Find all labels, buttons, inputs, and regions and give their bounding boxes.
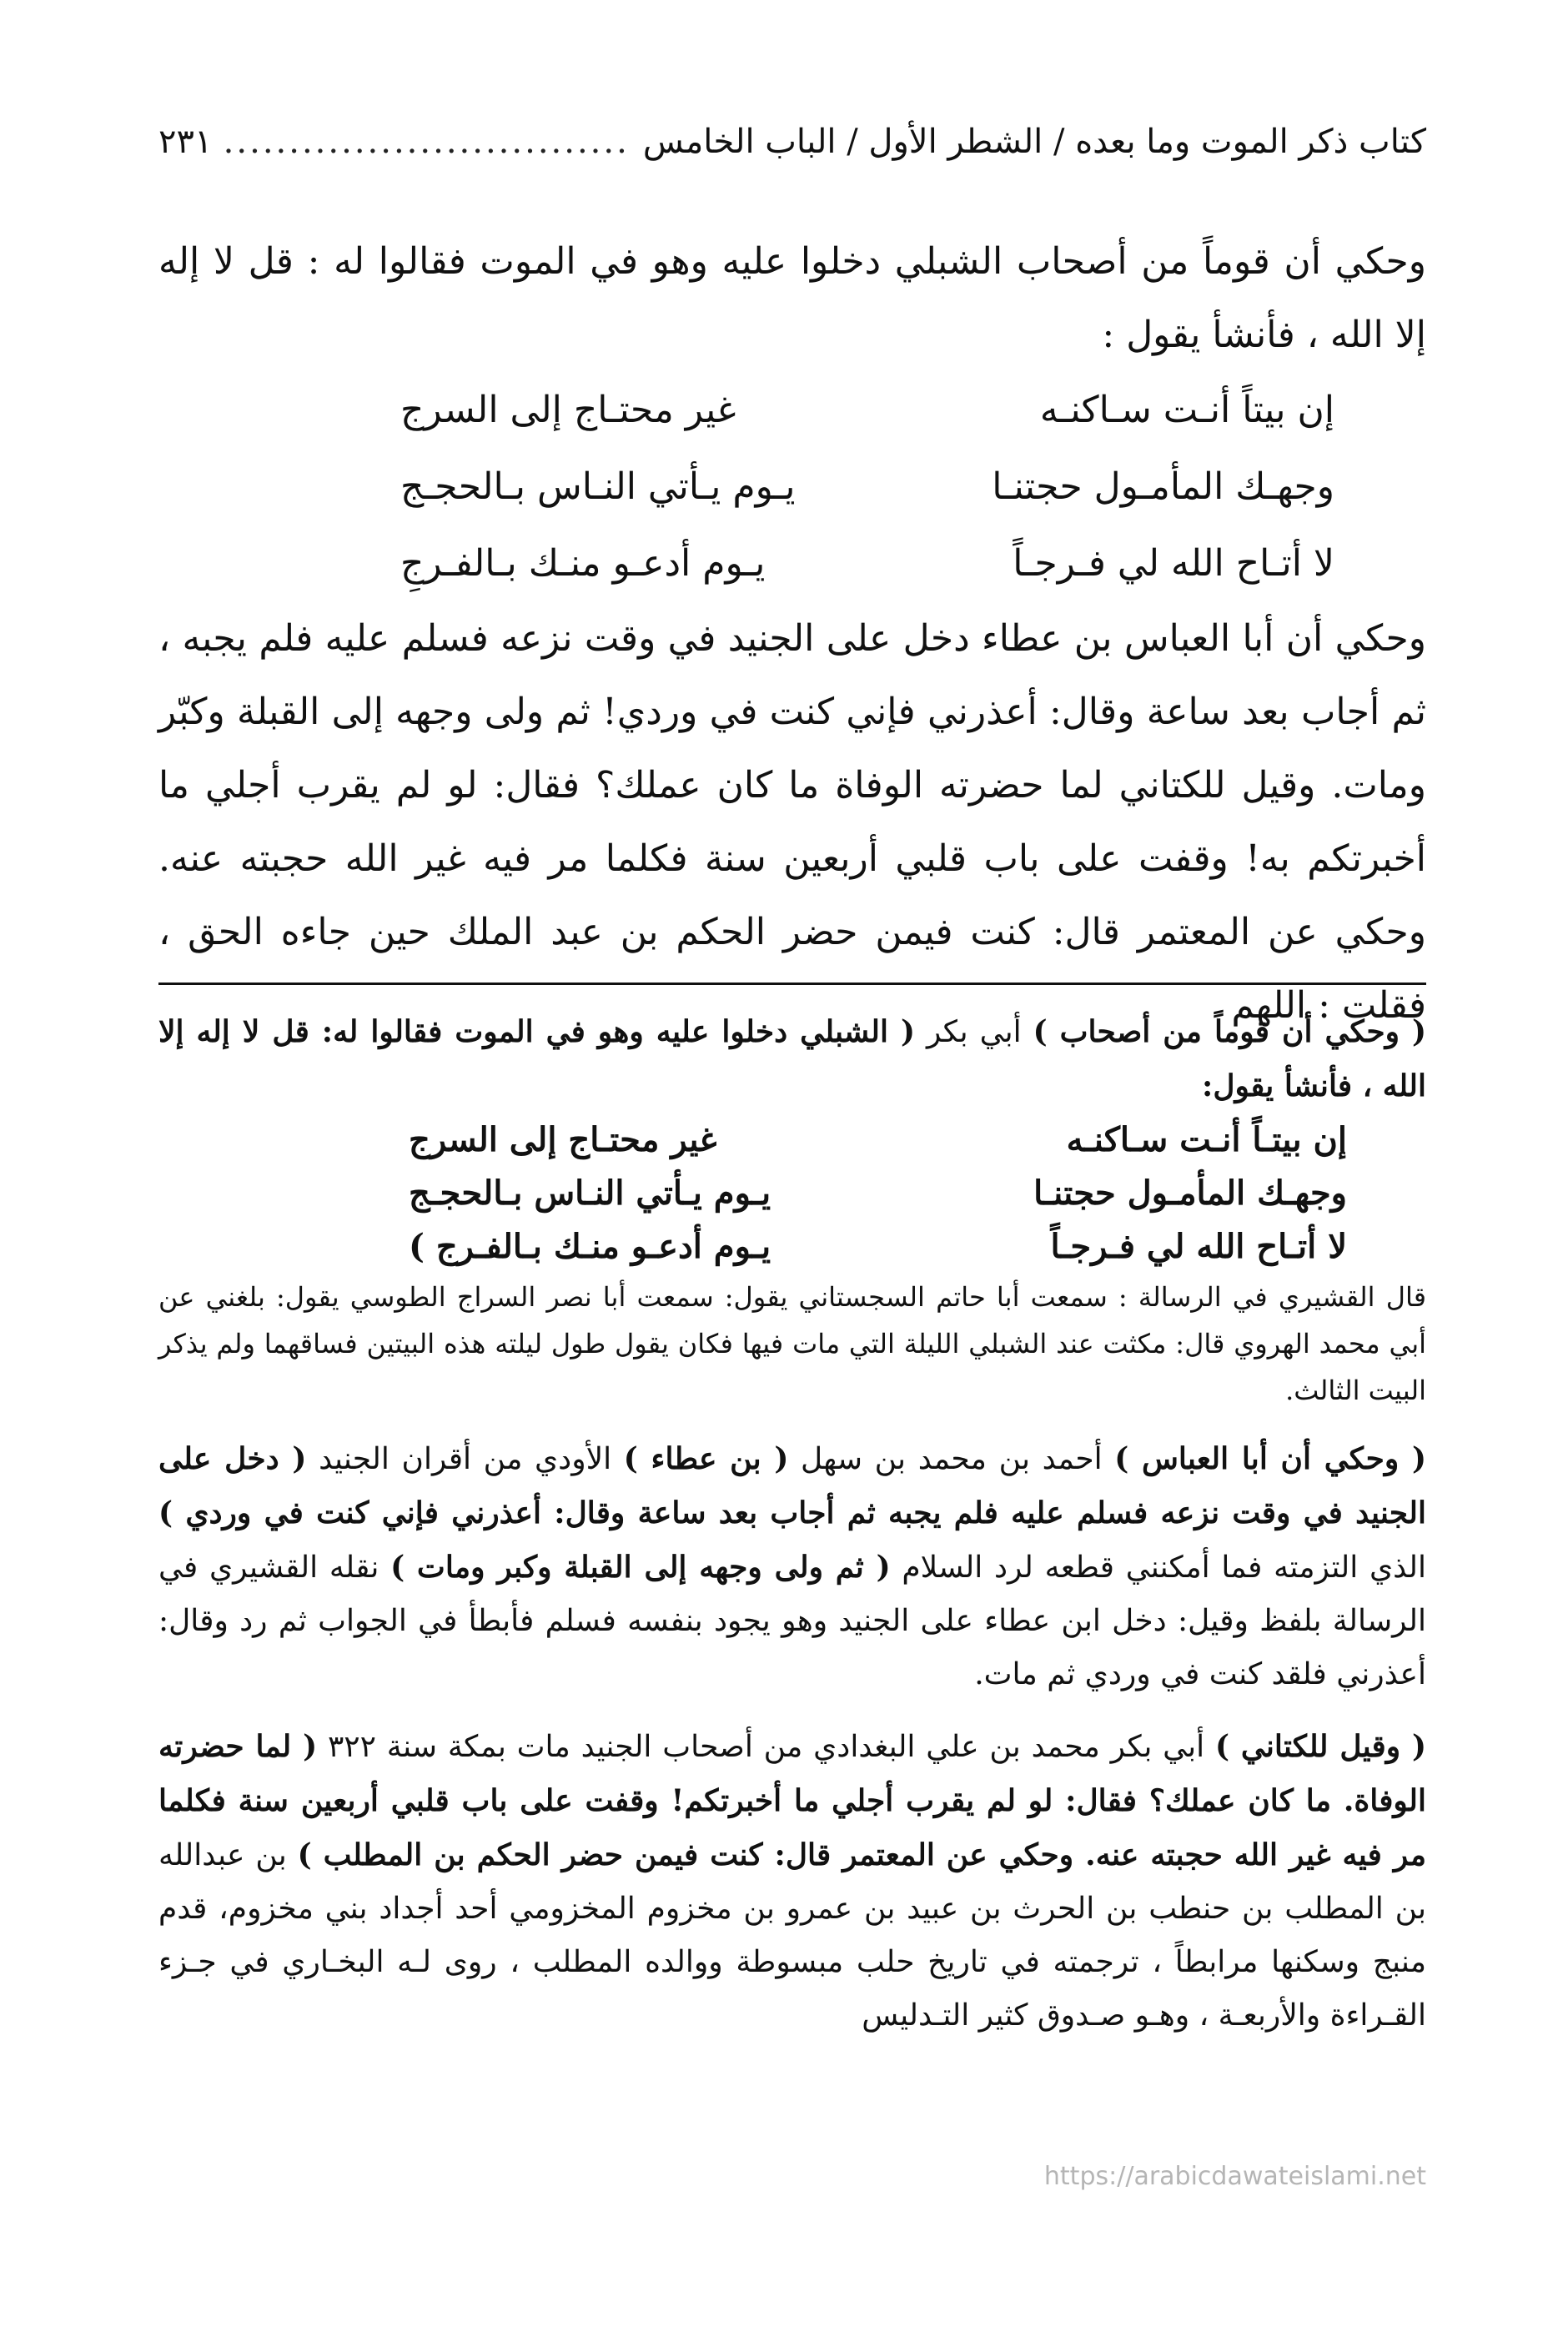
quoted-text: ( لما حضرته الوفاة. ما كان عملك؟ فقال: لو لم يقرب أجلي ما أخبرتكم! وقفت على باب قلبي أربعين سنة فكلما مر فيه غير الله حجبته عنه. وحكي عن المعتمر قال: كنت فيمن حضر الحكم بن المطلب ) (158, 1729, 1427, 1872)
commentary-paragraph-1 (158, 1005, 1426, 1113)
commentary-text: أبي بكر محمد بن علي البغدادي من أصحاب الجنيد مات بمكة سنة ٣٢٢ (317, 1730, 1215, 1764)
quoted-text: ( الشبلي دخلوا عليه وهو في الموت فقالوا له: قل لا إله إلا الله ، فأنشأ يقول: (158, 1014, 1426, 1103)
verse-3-second-hemistich: يـوم أدعـو منـك بـالفـرجِ (400, 542, 766, 585)
verse-2-first-hemistich: وجهـك المأمـول حجتنـا (992, 465, 1334, 508)
commentary-paragraph-2 (158, 1432, 1426, 1701)
poem-line-1 (400, 372, 1334, 449)
commentary-text: أبي بكر (915, 1015, 1033, 1049)
quoted-text: ( وقيل للكتاني ) (1214, 1729, 1426, 1764)
commentary-paragraph-3 (158, 1720, 1426, 2043)
verse-1-first-hemistich: إن بيتـاً أنـت سـاكنـه (1066, 1120, 1347, 1159)
leader-dots (225, 117, 629, 167)
verse-1-second-hemistich: غير محتـاج إلى السرج (409, 1120, 717, 1159)
commentary-text: الأودي من أقران الجنيد (306, 1442, 624, 1476)
verse-3-second-hemistich: يـوم أدعـو منـك بـالفـرج ) (409, 1227, 771, 1266)
main-poem (158, 372, 1426, 602)
commentary-poem-line-3 (409, 1220, 1347, 1274)
quoted-text: ( وحكي أن قوماً من أصحاب ) (1033, 1014, 1426, 1049)
commentary-text: نقله القشيري في الرسالة بلفظ وقيل: دخل ابن عطاء على الجنيد وهو يجود بنفسه فسلم فأبطأ في الجواب ثم رد وقال: أعذرني فلقد كنت في وردي ثم مات. (158, 1550, 1426, 1691)
quoted-text: ( ثم ولى وجهه إلى القبلة وكبر ومات ) (390, 1550, 891, 1585)
watermark-url: https://arabicdawateislami.net (1043, 2162, 1426, 2191)
verse-3-first-hemistich: لا أتـاح الله لي فـرجـاً (1050, 1227, 1347, 1266)
main-text (158, 225, 1426, 1043)
verse-3-first-hemistich: لا أتـاح الله لي فـرجـاً (1013, 542, 1334, 585)
page-number: ٢٣١ (158, 123, 213, 161)
verse-1-first-hemistich: إن بيتاً أنـت سـاكنـه (1039, 389, 1334, 431)
verse-1-second-hemistich: غير محتـاج إلى السرج (400, 389, 736, 431)
commentary-poem (158, 1113, 1426, 1274)
commentary-section (158, 1005, 1426, 2043)
poem-line-3 (400, 525, 1334, 602)
quoted-text: ( دخل على الجنيد في وقت نزعه فسلم عليه فلم يجبه ثم أجاب بعد ساعة وقال: أعذرني فإني كنت في وردي ) (158, 1441, 1426, 1530)
verse-2-first-hemistich: وجهـك المأمـول حجتنـا (1033, 1174, 1347, 1213)
quoted-text: ( بن عطاء ) (623, 1441, 789, 1476)
quoted-text: ( وحكي أن أبا العباس ) (1114, 1441, 1426, 1476)
verse-2-second-hemistich: يـوم يـأتي النـاس بـالحجـج (400, 465, 796, 508)
main-paragraph-1: وحكي أن قوماً من أصحاب الشبلي دخلوا عليه وهو في الموت فقالوا له : قل لا إله إلا الله ، فأنشأ يقول : (158, 240, 1426, 356)
footnote-divider (158, 983, 1426, 985)
poem-line-2 (400, 449, 1334, 525)
commentary-poem-line-2 (409, 1167, 1347, 1220)
header-title: كتاب ذكر الموت وما بعده / الشطر الأول / الباب الخامس (642, 123, 1426, 161)
commentary-note: قال القشيري في الرسالة : سمعت أبا حاتم السجستاني يقول: سمعت أبا نصر السراج الطوسي يقول: بلغني عن أبي محمد الهروي قال: مكثت عند الشبلي الليلة التي مات فيها فكان يقول طول ليلته هذه البيتين فساقهما ولم يذكر البيت الثالث. (158, 1281, 1427, 1406)
commentary-text: أحمد بن محمد بن سهل (788, 1442, 1115, 1476)
commentary-poem-line-1 (409, 1113, 1347, 1167)
commentary-text: بن عبدالله بن المطلب بن حنطب بن الحرث بن عبيد بن عمرو بن مخزوم المخزومي أحد أجداد بني مخزوم، قدم منبج وسكنها مرابطاً ، ترجمته في تاريخ حلب مبسوطة ووالده المطلب ، روى لـه البخـاري في جـزء القـراءة والأربعـة ، وهـو صـدوق كثير التـدليس (158, 1838, 1426, 2033)
running-header (158, 117, 1426, 167)
commentary-text: الذي التزمته فما أمكنني قطعه لرد السلام (890, 1550, 1426, 1585)
verse-2-second-hemistich: يـوم يـأتي النـاس بـالحجـج (409, 1174, 771, 1213)
main-paragraph-2: وحكي أن أبا العباس بن عطاء دخل على الجنيد في وقت نزعه فسلم عليه فلم يجبه ، ثم أجاب بعد ساعة وقال: أعذرني فإني كنت في وردي! ثم ولى وجهه إلى القبلة وكبّر ومات. وقيل للكتاني لما حضرته الوفاة ما كان عملك؟ فقال: لو لم يقرب أجلي ما أخبرتكم به! وقفت على باب قلبي أربعين سنة فكلما مر فيه غير الله حجبته عنه. وحكي عن المعتمر قال: كنت فيمن حضر الحكم بن عبد الملك حين جاءه الحق ، فقلت : اللهم (158, 617, 1427, 1027)
